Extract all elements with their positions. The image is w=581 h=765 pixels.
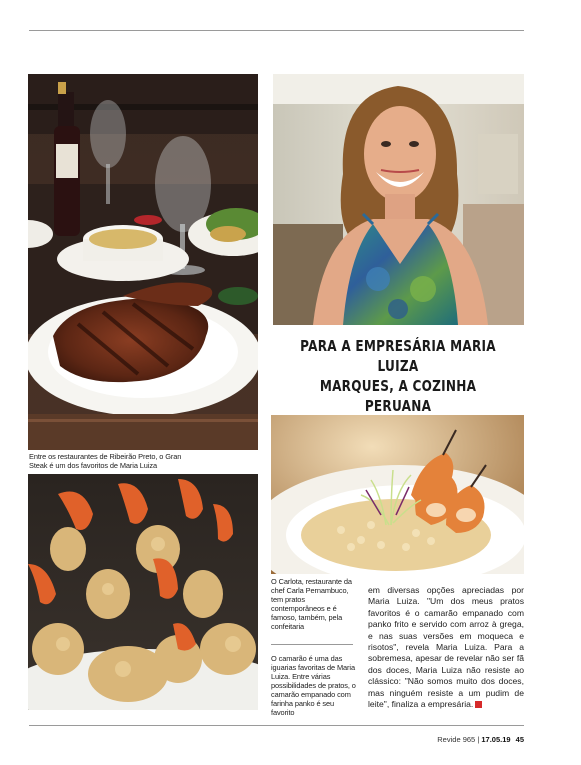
portrait-photo	[273, 74, 524, 325]
top-rule	[29, 30, 524, 31]
article-text: em diversas opções apreciadas por Maria Luiza. "Um dos meus pratos favoritos é o camarão empanado com panko frito e servido com arroz à grega, e nas suas versões em moqueca e risotos", revela Maria Luiza. Para a sobremesa, apesar de revelar não ser fã dos doces, Maria Luiza não resiste ao clássico: "Não somos muito dos doces, mas ninguém resiste a um pudim de leite", finaliza a empresária.	[368, 585, 524, 710]
caption-divider	[271, 644, 353, 645]
headline-line-1: PARA A EMPRESÁRIA MARIA LUIZA	[300, 337, 496, 375]
end-mark-icon	[475, 701, 482, 708]
steak-caption: Entre os restaurantes de Ribeirão Preto, o Gran Steak é um dos favoritos de Maria Luiza	[29, 452, 182, 470]
shrimp-caption: O camarão é uma das iguarias favoritas de Maria Luiza. Entre várias possibilidades de pratos, o camarão empanado com farinha panko é seu favorito	[271, 654, 356, 717]
footer-magazine: Revide 965	[437, 735, 476, 744]
article-body	[368, 585, 524, 710]
bottom-rule	[29, 725, 524, 726]
page-number: 45	[515, 735, 524, 744]
risotto-caption: O Carlota, restaurante da chef Carla Pernambuco, tem pratos contemporâneos e é famoso, também, pela confeitaria	[271, 577, 352, 631]
footer-separator: |	[477, 735, 480, 744]
headline-line-2: MARQUES, A COZINHA PERUANA	[319, 377, 477, 415]
risotto-photo	[271, 415, 524, 574]
shrimp-photo	[28, 474, 258, 710]
steak-photo	[28, 74, 258, 450]
footer-date: 17.05.19	[481, 735, 511, 744]
page-footer	[437, 735, 524, 744]
